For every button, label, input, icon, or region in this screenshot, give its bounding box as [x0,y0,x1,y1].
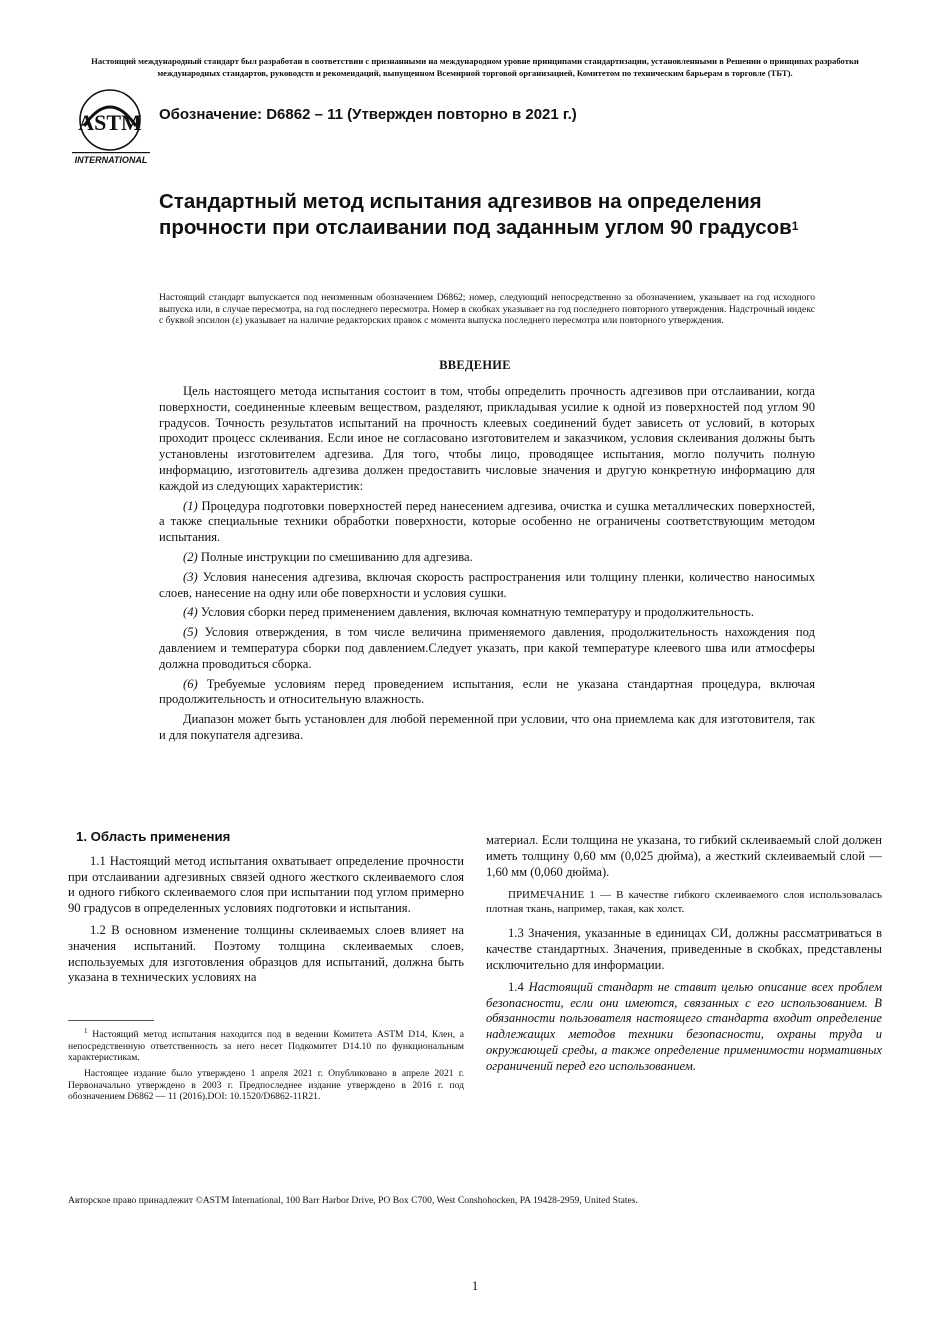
astm-logo-subtext: INTERNATIONAL [74,155,148,165]
paragraph-1-4-text: Настоящий стандарт не ставит целью описание всех проблем безопасности, если они имеются, связанных с его использованием. В обязанности пользователя настоящего стандарта входит определение надлежащих методов техники безопасности, охраны труда и окружающей среды, а также определение применимости нормативных ограничений перед его использованием. [486,979,882,1073]
title-footnote-ref: 1 [791,219,799,233]
footnote-1-marker: 1 [84,1027,88,1035]
intro-item-2 [159,550,815,566]
paragraph-1-2: 1.2 В основном изменение толщины склеиваемых слоев влияет на значения испытаний. Поэтому толщина склеиваемых слоев, используемых для изготовления образцов для испытаний, должна быть указана в технических условиях на [68,922,464,985]
footnote-divider [68,1020,154,1021]
paragraph-1-4-number: 1.4 [508,979,524,994]
astm-logo-text: ASTM [78,110,142,135]
intro-item-6 [159,677,815,709]
intro-item-1 [159,499,815,546]
footnote-1-text: Настоящий метод испытания находится под в ведении Комитета ASTM D14, Клен, а непосредственную ответственность за него несет Подкомитет D14.10 по функциональным характеристикам. [68,1029,464,1064]
page-number: 1 [471,1279,479,1293]
footnote-2: Настоящее издание было утверждено 1 апреля 2021 г. Опубликовано в апреле 2021 г. Первоначально утверждено в 2003 г. Предпоследнее издание утверждено в 2016 г. под обозначением D6862 — 11 (2016).DOI: 10.1520/D6862-11R21. [68,1067,464,1103]
note-1: ПРИМЕЧАНИЕ 1 — В качестве гибкого склеиваемого слоя использовалась плотная ткань, например, такая, как холст. [486,889,882,916]
issue-note: Настоящий стандарт выпускается под неизменным обозначением D6862; номер, следующий непосредственно за обозначением, указывает на год исходного выпуска или, в случае пересмотра, на год последнего пересмотра. Номер в скобках указывает на год последнего повторного утверждения. Надстрочный индекс с буквой эпсилон (ε) указывает на наличие редакторских правок с момента выпуска последнего пересмотра или повторного утверждения. [159,292,815,327]
intro-heading: ВВЕДЕНИЕ [439,358,511,372]
intro-item-number: (6) [183,676,198,691]
introduction [159,384,815,748]
intro-item-number: (1) [183,498,198,513]
standard-designation: Обозначение: D6862 – 11 (Утвержден повторно в 2021 г.) [159,106,577,123]
intro-item-number: (2) [183,549,198,564]
intro-item-text: Условия нанесения адгезива, включая скорость распространения или толщину пленки, количество наносимых слоев, нанесение на одну или обе поверхности и условия сушки. [159,569,815,600]
footnote-1 [68,1026,464,1064]
international-standard-notice: Настоящий международный стандарт был разработан в соответствии с признанными на международном уровне принципами стандартизации, установленными в Решении о принципах разработки международных стандартов, руководств и рекомендаций, выпущенном Всемирной торговой организацией, Комитетом по техническим барьерам в торговле (ТБТ). [91,56,859,78]
paragraph-1-2-continued: материал. Если толщина не указана, то гибкий склеиваемый слой должен иметь толщину 0,60 мм (0,025 дюйма), а жесткий склеиваемый слой — 1,60 мм (0,060 дюйма). [486,833,882,879]
intro-closing: Диапазон может быть установлен для любой переменной при условии, что она приемлема как для изготовителя, так и для покупателя адгезива. [159,712,815,742]
astm-logo [68,86,154,166]
intro-item-text: Требуемые условиям перед проведением испытания, если не указана стандартная процедура, включая продолжительность и относительную влажность. [159,676,816,707]
intro-item-text: Условия отверждения, в том числе величина применяемого давления, продолжительность нахождения под давлением и температура сборки под давлением.Следует указать, при какой температуре клеевого шва или атмосферы должна проводиться сборка. [159,625,815,671]
right-column [486,833,882,1081]
intro-item-text: Условия сборки перед применением давления, включая комнатную температуру и продолжительность. [200,605,754,620]
intro-item-number: (4) [183,605,198,620]
footnotes [68,1026,464,1107]
intro-item-5 [159,625,815,672]
intro-item-4 [159,605,815,621]
left-column [68,829,464,992]
intro-item-3 [159,570,815,602]
document-title [159,189,839,241]
paragraph-1-3: 1.3 Значения, указанные в единицах СИ, должны рассматриваться в качестве стандартных. Значения, приведенные в скобках, представлены исключительно для информации. [486,926,882,972]
title-text: Стандартный метод испытания адгезивов на определения прочности при отслаивании под заданным углом 90 градусов [159,190,792,239]
intro-item-text: Полные инструкции по смешиванию для адгезива. [200,549,473,564]
intro-paragraph: Цель настоящего метода испытания состоит в том, чтобы определить прочность адгезивов при отслаивании, когда поверхности, соединенные клеевым веществом, разделяют, прикладывая усилие к одной из поверхностей под углом 90 градусов. Точность результатов испытаний на прочность клеевых соединений будет зависеть от условий, в которых проходит процесс склеивания. Если иное не согласовано изготовителем и заказчиком, условия склеивания должны быть установлены изготовителем адгезива. Для того, чтобы лицо, проводящее испытания, могло получить полную информацию, изготовитель адгезива должен предоставить числовые значения и другую конкретную информацию для каждой из следующих характеристик: [159,384,815,493]
paragraph-1-4 [486,980,882,1075]
paragraph-1-1: 1.1 Настоящий метод испытания охватывает определение прочности при отслаивании адгезивных связей одного жесткого склеиваемого слоя и одного гибкого склеиваемого слоя при испытании под углом примерно 90 градусов в определенных условиях подготовки и испытания. [68,853,464,916]
copyright-notice: Авторское право принадлежит ©ASTM International, 100 Barr Harbor Drive, PO Box C700, West Conshohocken, PA 19428-2959, United States. [68,1195,638,1206]
intro-item-number: (5) [183,625,198,640]
section-1-heading: 1. Область применения [76,829,231,844]
intro-item-text: Процедура подготовки поверхностей перед нанесением адгезива, очистка и сушка металлических поверхностей, а также специальные техники обработки поверхности, которые особенно не ограничены соответствующим методом испытания. [159,498,815,545]
intro-item-number: (3) [183,569,198,584]
